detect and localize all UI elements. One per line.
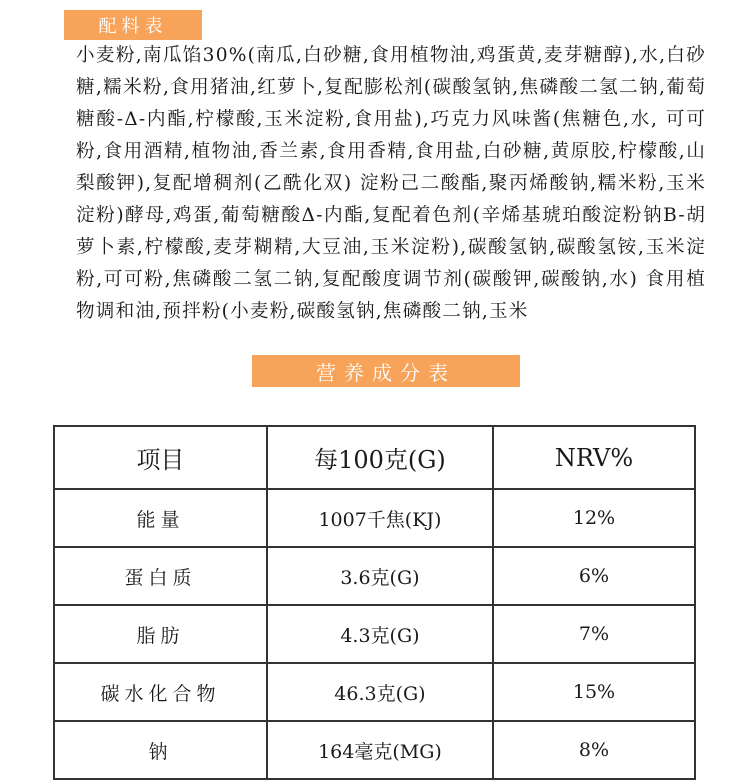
- row-nrv: 7%: [493, 605, 695, 663]
- nutrition-title: 营养成分表: [252, 355, 520, 387]
- row-item: 脂肪: [54, 605, 267, 663]
- table-row: [54, 605, 695, 663]
- ingredients-text: 小麦粉,南瓜馅30%(南瓜,白砂糖,食用植物油,鸡蛋黄,麦芽糖醇),水,白砂糖,糯米粉,食用猪油,红萝卜,复配膨松剂(碳酸氢钠,焦磷酸二氢二钠,葡萄糖酸-Δ-内酯,柠檬酸,玉米淀粉,食用盐),巧克力风味酱(焦糖色,水, 可可粉,食用酒精,植物油,香兰素,食用香精,食用盐,白砂糖,黄原胶,柠檬酸,山梨酸钾),复配增稠剂(乙酰化双) 淀粉己二酸酯,聚丙烯酸钠,糯米粉,玉米淀粉)酵母,鸡蛋,葡萄糖酸Δ-内酯,复配着色剂(辛烯基琥珀酸淀粉钠B-胡萝卜素,柠檬酸,麦芽糊精,大豆油,玉米淀粉),碳酸氢钠,碳酸氢铵,玉米淀粉,可可粉,焦磷酸二氢二钠,复配酸度调节剂(碳酸钾,碳酸钠,水) 食用植物调和油,预拌粉(小麦粉,碳酸氢钠,焦磷酸二钠,玉米: [76, 45, 706, 322]
- table-row: [54, 489, 695, 547]
- row-nrv: 6%: [493, 547, 695, 605]
- nutrition-table: [53, 425, 696, 780]
- row-per100g: 164毫克(MG): [267, 721, 493, 779]
- row-item: 能量: [54, 489, 267, 547]
- ingredients-title: 配料表: [64, 10, 202, 40]
- table-header-row: [54, 426, 695, 489]
- row-nrv: 12%: [493, 489, 695, 547]
- row-item: 钠: [54, 721, 267, 779]
- row-nrv: 8%: [493, 721, 695, 779]
- header-item: 项目: [54, 426, 267, 489]
- row-per100g: 1007千焦(KJ): [267, 489, 493, 547]
- row-nrv: 15%: [493, 663, 695, 721]
- row-per100g: 46.3克(G): [267, 663, 493, 721]
- row-item: 蛋白质: [54, 547, 267, 605]
- row-per100g: 4.3克(G): [267, 605, 493, 663]
- row-per100g: 3.6克(G): [267, 547, 493, 605]
- row-item: 碳水化合物: [54, 663, 267, 721]
- table-row: [54, 721, 695, 779]
- header-nrv: NRV%: [493, 426, 695, 489]
- table-row: [54, 547, 695, 605]
- table-row: [54, 663, 695, 721]
- header-per100g: 每100克(G): [267, 426, 493, 489]
